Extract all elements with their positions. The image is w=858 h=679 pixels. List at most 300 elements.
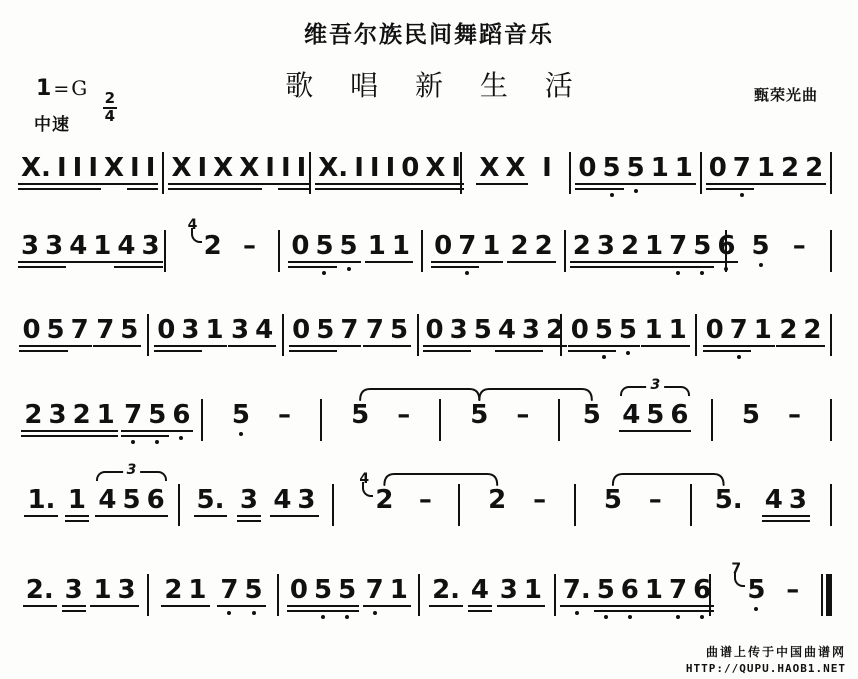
note-group xyxy=(703,316,775,344)
note-group xyxy=(217,576,265,604)
tie-arc xyxy=(479,389,591,400)
measure xyxy=(562,316,695,344)
note: 1 xyxy=(202,316,226,344)
note-group xyxy=(560,576,594,604)
note: 6 xyxy=(714,232,738,260)
note-group xyxy=(785,401,804,429)
note: 5 xyxy=(387,316,411,344)
note: 0 xyxy=(287,576,311,604)
barline xyxy=(830,484,832,526)
note: 4 xyxy=(66,232,90,260)
note: 1 xyxy=(389,232,413,260)
note-group xyxy=(194,486,228,514)
dash-rest: – xyxy=(787,400,801,430)
measure xyxy=(14,462,178,515)
note: 3 xyxy=(62,576,86,604)
note-group xyxy=(476,154,528,182)
measure xyxy=(14,154,162,182)
dash-rest: – xyxy=(418,485,432,515)
note: 7 xyxy=(666,232,690,260)
octave-dot xyxy=(179,436,183,440)
note-group xyxy=(495,316,567,344)
measure xyxy=(203,401,320,429)
note-group xyxy=(601,486,625,514)
note: 3 xyxy=(18,232,42,260)
note: I xyxy=(85,154,101,182)
note-group xyxy=(237,486,261,514)
note: 4 xyxy=(114,232,138,260)
note: 7 xyxy=(363,316,387,344)
dash-rest: – xyxy=(648,485,662,515)
octave-dot xyxy=(724,267,728,271)
note: 5. xyxy=(194,486,228,514)
note-group xyxy=(568,316,640,344)
note: X xyxy=(476,154,502,182)
note-group xyxy=(783,576,802,604)
note: 3 xyxy=(447,316,471,344)
octave-dot xyxy=(239,432,243,436)
note-group xyxy=(363,316,411,344)
octave-dot xyxy=(345,615,349,619)
note-group xyxy=(288,232,360,260)
measure xyxy=(180,486,332,514)
note: 1 xyxy=(90,576,114,604)
note: 4 xyxy=(95,486,119,514)
measure xyxy=(280,232,421,260)
note: 1 xyxy=(672,154,696,182)
note-group xyxy=(423,316,495,344)
note-group xyxy=(507,232,555,260)
note-group xyxy=(530,486,549,514)
system-line-1 xyxy=(14,154,832,194)
note: I xyxy=(448,154,464,182)
note-group xyxy=(275,401,294,429)
note-group xyxy=(570,232,666,260)
note-group xyxy=(23,576,57,604)
note: X xyxy=(502,154,528,182)
note: 2 xyxy=(21,401,45,429)
note-group xyxy=(485,486,509,514)
equals-sign: = xyxy=(53,78,70,100)
octave-dot xyxy=(465,271,469,275)
note-group xyxy=(154,316,226,344)
time-signature xyxy=(103,91,117,125)
note: 2 xyxy=(570,232,594,260)
octave-dot xyxy=(626,351,630,355)
octave-dot xyxy=(322,271,326,275)
octave-dot xyxy=(604,615,608,619)
measure xyxy=(576,486,690,514)
note: 0 xyxy=(568,316,592,344)
note: 3 xyxy=(294,486,318,514)
note: 3 xyxy=(786,486,810,514)
octave-dot xyxy=(676,615,680,619)
note-group xyxy=(93,316,141,344)
octave-dot xyxy=(628,615,632,619)
octave-dot xyxy=(575,611,579,615)
note: 3 xyxy=(228,316,252,344)
note: 2 xyxy=(161,576,185,604)
tie-arc xyxy=(384,474,497,485)
system-line-5 xyxy=(14,462,832,526)
octave-dot xyxy=(155,440,159,444)
note-group xyxy=(749,232,773,260)
note: 5 xyxy=(470,400,489,430)
note-group xyxy=(54,154,101,182)
tie-arc xyxy=(360,389,479,400)
note: 0 xyxy=(575,154,599,182)
note: 5 xyxy=(337,232,361,260)
measure xyxy=(166,217,278,261)
note: 1 xyxy=(641,316,665,344)
measure xyxy=(14,576,147,604)
measure xyxy=(423,232,564,260)
note: 5 xyxy=(119,486,143,514)
note-group xyxy=(228,316,276,344)
octave-dot xyxy=(602,355,606,359)
grace-slur xyxy=(362,482,373,497)
grace-slur xyxy=(191,228,202,243)
note: 2 xyxy=(543,316,567,344)
note: 2 xyxy=(778,154,802,182)
measure xyxy=(702,154,830,182)
measure xyxy=(149,576,277,604)
note-group xyxy=(348,401,372,429)
note: 5 xyxy=(471,316,495,344)
note: 2 4 xyxy=(187,217,222,261)
note: I xyxy=(383,154,399,182)
measure xyxy=(164,154,309,182)
note-group xyxy=(497,576,545,604)
note: 3 xyxy=(594,232,618,260)
octave-dot xyxy=(610,193,614,197)
note: 5 xyxy=(44,316,68,344)
time-signature-denominator: 4 xyxy=(104,106,116,125)
note-group xyxy=(666,232,738,260)
system-line-6 xyxy=(14,561,832,616)
note: 7 xyxy=(337,316,361,344)
note: I xyxy=(351,154,367,182)
note: 3 xyxy=(178,316,202,344)
note-group xyxy=(394,401,413,429)
measure xyxy=(711,561,821,605)
note: 3 xyxy=(115,576,139,604)
note: 6 xyxy=(144,486,168,514)
grace-note: 4 xyxy=(187,217,198,233)
note-group xyxy=(648,154,696,182)
note: 4 xyxy=(270,486,294,514)
note-group xyxy=(431,232,503,260)
note: 5 xyxy=(241,576,265,604)
note: 0 xyxy=(706,154,730,182)
note: 5 xyxy=(624,154,648,182)
note-group xyxy=(287,576,359,604)
note: 5 xyxy=(312,232,336,260)
note: I xyxy=(278,154,294,182)
note: 4 xyxy=(468,576,492,604)
note-group xyxy=(240,232,259,260)
note: 5. xyxy=(714,485,743,515)
note-group xyxy=(365,232,413,260)
measure xyxy=(692,486,830,514)
note: 6 xyxy=(667,401,691,429)
note: 2 xyxy=(488,485,507,515)
note: 2 4 xyxy=(359,471,394,515)
note-group xyxy=(776,316,824,344)
note-group xyxy=(270,486,318,514)
measure xyxy=(460,486,574,514)
time-signature-numerator: 2 xyxy=(104,89,116,107)
final-barline-thin xyxy=(821,574,823,616)
note: 2 xyxy=(507,232,531,260)
measure xyxy=(560,377,710,430)
note: 5 xyxy=(600,154,624,182)
note: 5 xyxy=(741,400,760,430)
note: 5 xyxy=(616,316,640,344)
note-group xyxy=(416,486,435,514)
key-tonic-number: 1 xyxy=(36,76,52,101)
note: 4 xyxy=(619,401,643,429)
measure xyxy=(322,401,439,429)
note-group xyxy=(580,401,604,429)
note: I xyxy=(70,154,86,182)
note-group xyxy=(790,232,809,260)
note-group xyxy=(513,401,532,429)
note-group xyxy=(101,154,158,182)
note: 1 xyxy=(754,154,778,182)
note: 6 xyxy=(690,576,714,604)
note: 7 xyxy=(666,576,690,604)
note-group xyxy=(168,154,262,182)
note-group xyxy=(351,154,398,182)
note-group xyxy=(186,217,225,261)
note: I xyxy=(54,154,70,182)
note: 5 xyxy=(582,400,601,430)
note: X. xyxy=(315,154,351,182)
measure xyxy=(441,401,558,429)
note-group xyxy=(62,576,86,604)
note-group xyxy=(65,486,89,514)
song-title: 歌 唱 新 生 活 xyxy=(285,69,587,102)
note-group xyxy=(712,486,746,514)
measure xyxy=(14,316,147,344)
note-group xyxy=(467,401,491,429)
note-group xyxy=(357,471,396,515)
note-group xyxy=(706,154,778,182)
dash-rest: – xyxy=(792,231,806,261)
note-group xyxy=(618,576,714,604)
triplet-group xyxy=(95,462,167,515)
note: 2 xyxy=(800,316,824,344)
measure xyxy=(334,471,458,515)
note: 1 xyxy=(90,232,114,260)
note: 5 xyxy=(603,485,622,515)
octave-dot xyxy=(754,607,758,611)
octave-dot xyxy=(700,271,704,275)
measure xyxy=(420,576,553,604)
note-group xyxy=(729,561,768,605)
note: 6 xyxy=(169,401,193,429)
note-group xyxy=(429,576,463,604)
note: 1 xyxy=(365,232,389,260)
note: 2 xyxy=(776,316,800,344)
system-line-2 xyxy=(14,217,832,272)
note-group xyxy=(646,486,665,514)
key-note-letter: G xyxy=(71,76,88,100)
note: I xyxy=(262,154,278,182)
note: 7 xyxy=(730,154,754,182)
note-group xyxy=(739,401,763,429)
note-group xyxy=(468,576,492,604)
measure xyxy=(697,316,830,344)
note: 3 xyxy=(497,576,521,604)
note-group xyxy=(398,154,464,182)
barline xyxy=(830,399,832,441)
note: 7 xyxy=(217,576,241,604)
note: 0 xyxy=(288,232,312,260)
note: X. xyxy=(18,154,54,182)
note: I xyxy=(294,154,310,182)
note-group xyxy=(18,154,54,182)
note: 2. xyxy=(429,576,463,604)
note: 1 xyxy=(479,232,503,260)
note: I xyxy=(143,154,159,182)
note-group xyxy=(762,486,810,514)
octave-dot xyxy=(737,355,741,359)
note: 7 xyxy=(363,576,387,604)
note: 6 xyxy=(618,576,642,604)
note: 3 xyxy=(138,232,162,260)
octave-dot xyxy=(373,611,377,615)
measure xyxy=(149,316,282,344)
note: 5 xyxy=(594,576,618,604)
note-group xyxy=(21,401,117,429)
measure xyxy=(713,401,830,429)
barline xyxy=(830,152,832,194)
note: 7. xyxy=(560,576,594,604)
note-group xyxy=(90,232,162,260)
triplet-number: 3 xyxy=(646,377,664,394)
note: X xyxy=(210,154,236,182)
note: 1 xyxy=(185,576,209,604)
dash-rest: – xyxy=(533,485,547,515)
measure xyxy=(462,154,570,182)
page-title: 维吾尔族民间舞蹈音乐 xyxy=(304,22,554,48)
note: 5 7 xyxy=(744,576,768,604)
note: 2 xyxy=(70,401,94,429)
measure xyxy=(419,315,565,345)
note: 3 xyxy=(519,316,543,344)
note-group xyxy=(90,576,138,604)
note: 2 xyxy=(618,232,642,260)
note: 5 xyxy=(311,576,335,604)
measure xyxy=(556,575,712,605)
triplet-group xyxy=(619,377,691,430)
note-group xyxy=(18,232,90,260)
note: 5 xyxy=(749,232,773,260)
score xyxy=(14,152,832,652)
note: X xyxy=(422,154,448,182)
system-line-4 xyxy=(14,377,832,441)
octave-dot xyxy=(740,193,744,197)
note: 5 xyxy=(592,316,616,344)
note: 1 xyxy=(94,401,118,429)
final-barline-thick xyxy=(826,574,832,616)
note: 5 xyxy=(313,316,337,344)
note-group xyxy=(315,154,351,182)
measure xyxy=(566,231,736,261)
measure xyxy=(727,232,830,260)
note: I xyxy=(367,154,383,182)
system-line-3 xyxy=(14,316,832,356)
dash-rest: – xyxy=(278,400,292,430)
note-group xyxy=(24,486,58,514)
note-group xyxy=(229,401,253,429)
note: 0 xyxy=(289,316,313,344)
note-group xyxy=(778,154,826,182)
octave-dot xyxy=(252,611,256,615)
note: 0 xyxy=(423,316,447,344)
octave-dot xyxy=(700,615,704,619)
note: 7 xyxy=(455,232,479,260)
note: 3 xyxy=(237,486,261,514)
note: 7 xyxy=(68,316,92,344)
note: I xyxy=(542,153,552,183)
note: 5 xyxy=(643,401,667,429)
measure xyxy=(284,316,417,344)
note: 7 xyxy=(121,401,145,429)
note: 7 xyxy=(727,316,751,344)
measure xyxy=(279,576,418,604)
measure xyxy=(14,232,164,260)
note: 5 xyxy=(351,400,370,430)
note: 5 xyxy=(117,316,141,344)
note: 1 xyxy=(648,154,672,182)
note: 0 xyxy=(154,316,178,344)
note: 1 xyxy=(666,316,690,344)
note: 5 xyxy=(145,401,169,429)
note: 0 xyxy=(431,232,455,260)
note: 2. xyxy=(23,576,57,604)
dash-rest: – xyxy=(516,400,530,430)
note: 5 xyxy=(690,232,714,260)
note: 0 xyxy=(19,316,43,344)
final-barline xyxy=(821,574,832,616)
note: 1 xyxy=(65,486,89,514)
watermark xyxy=(686,643,846,675)
note-group xyxy=(262,154,309,182)
note: 1 xyxy=(642,576,666,604)
note: I xyxy=(127,154,143,182)
triplet-number: 3 xyxy=(123,462,141,479)
note: 2 xyxy=(802,154,826,182)
note: 7 xyxy=(93,316,117,344)
measure xyxy=(14,401,201,429)
note: 4 xyxy=(252,316,276,344)
grace-slur xyxy=(734,572,745,587)
note: 0 xyxy=(398,154,422,182)
octave-dot xyxy=(131,440,135,444)
note: 1. xyxy=(24,486,58,514)
dash-rest: – xyxy=(397,400,411,430)
note: X xyxy=(168,154,194,182)
octave-dot xyxy=(759,263,763,267)
dash-rest: – xyxy=(242,231,256,261)
measure xyxy=(311,153,462,183)
octave-dot xyxy=(676,271,680,275)
note-group xyxy=(289,316,361,344)
note: 4 xyxy=(495,316,519,344)
